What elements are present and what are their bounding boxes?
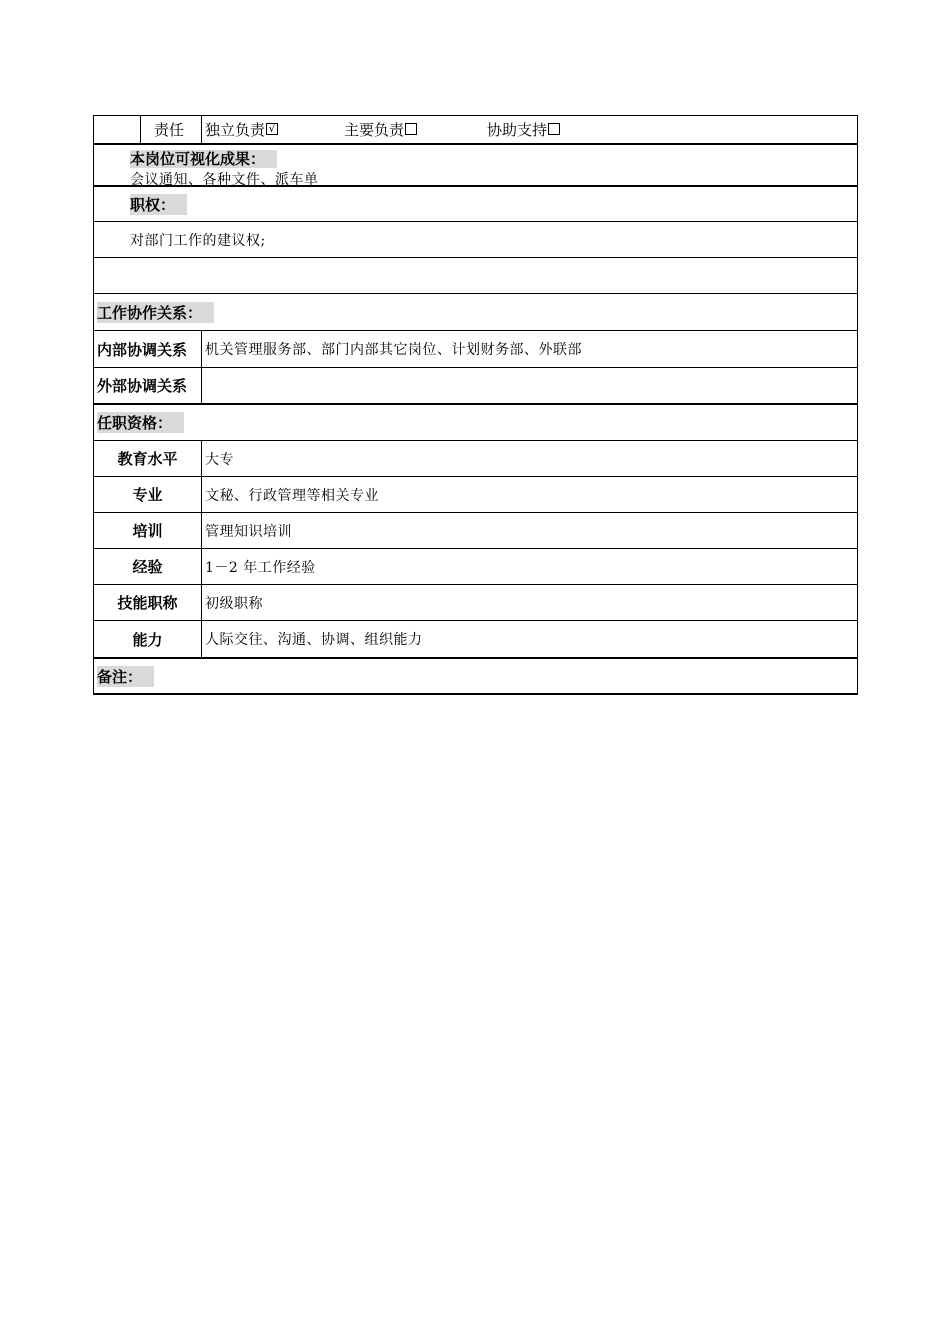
qualification-label: 能力 [132,630,163,649]
checkbox-icon[interactable] [548,123,560,135]
authority-text: 对部门工作的建议权; [130,232,266,249]
authority-heading: 职权： [130,194,187,215]
qualification-row-experience [93,549,858,585]
qualification-label: 教育水平 [117,450,178,468]
qualification-row-major [93,477,858,513]
qualification-label: 经验 [132,558,163,576]
qualification-value: 初级职称 [205,595,263,612]
remarks-row [93,659,858,695]
external-cooperation-label: 外部协调关系 [97,377,188,395]
qualification-value: 人际交往、沟通、协调、组织能力 [205,632,423,648]
visible-results-heading: 本岗位可视化成果： [130,150,277,168]
responsibility-option-main[interactable]: 主要负责 [344,116,417,143]
cooperation-heading: 工作协作关系： [97,302,214,323]
qualifications-heading-row [93,405,858,441]
internal-cooperation-row [93,331,858,368]
qualification-value: 1－2 年工作经验 [205,559,316,576]
checkbox-checked-icon[interactable]: √ [266,123,278,135]
qualification-label: 技能职称 [117,594,178,612]
qualification-row-skill-title [93,585,858,621]
visible-results-row [93,144,858,186]
qualifications-heading: 任职资格： [97,412,184,433]
qualification-row-education [93,441,858,477]
visible-results-text: 会议通知、各种文件、派车单 [130,172,319,188]
qualification-label: 专业 [132,486,163,504]
external-cooperation-row [93,368,858,405]
responsibility-option-independent[interactable]: 独立负责 √ [205,116,278,143]
authority-text-row [93,222,858,258]
qualification-row-ability [93,621,858,659]
qualification-value: 文秘、行政管理等相关专业 [205,487,379,504]
qualification-label: 培训 [132,522,163,540]
qualification-row-training [93,513,858,549]
responsibility-row [93,115,858,144]
empty-row [93,258,858,294]
qualification-value: 大专 [205,451,234,468]
remarks-heading: 备注： [97,666,154,687]
responsibility-label: 责任 [154,121,185,139]
responsibility-option-assist[interactable]: 协助支持 [487,116,560,143]
qualification-value: 管理知识培训 [205,523,292,540]
internal-cooperation-value: 机关管理服务部、部门内部其它岗位、计划财务部、外联部 [205,342,582,358]
checkbox-icon[interactable] [405,123,417,135]
authority-heading-row [93,186,858,222]
job-description-table [93,115,858,695]
cooperation-heading-row [93,294,858,331]
internal-cooperation-label: 内部协调关系 [97,340,188,359]
